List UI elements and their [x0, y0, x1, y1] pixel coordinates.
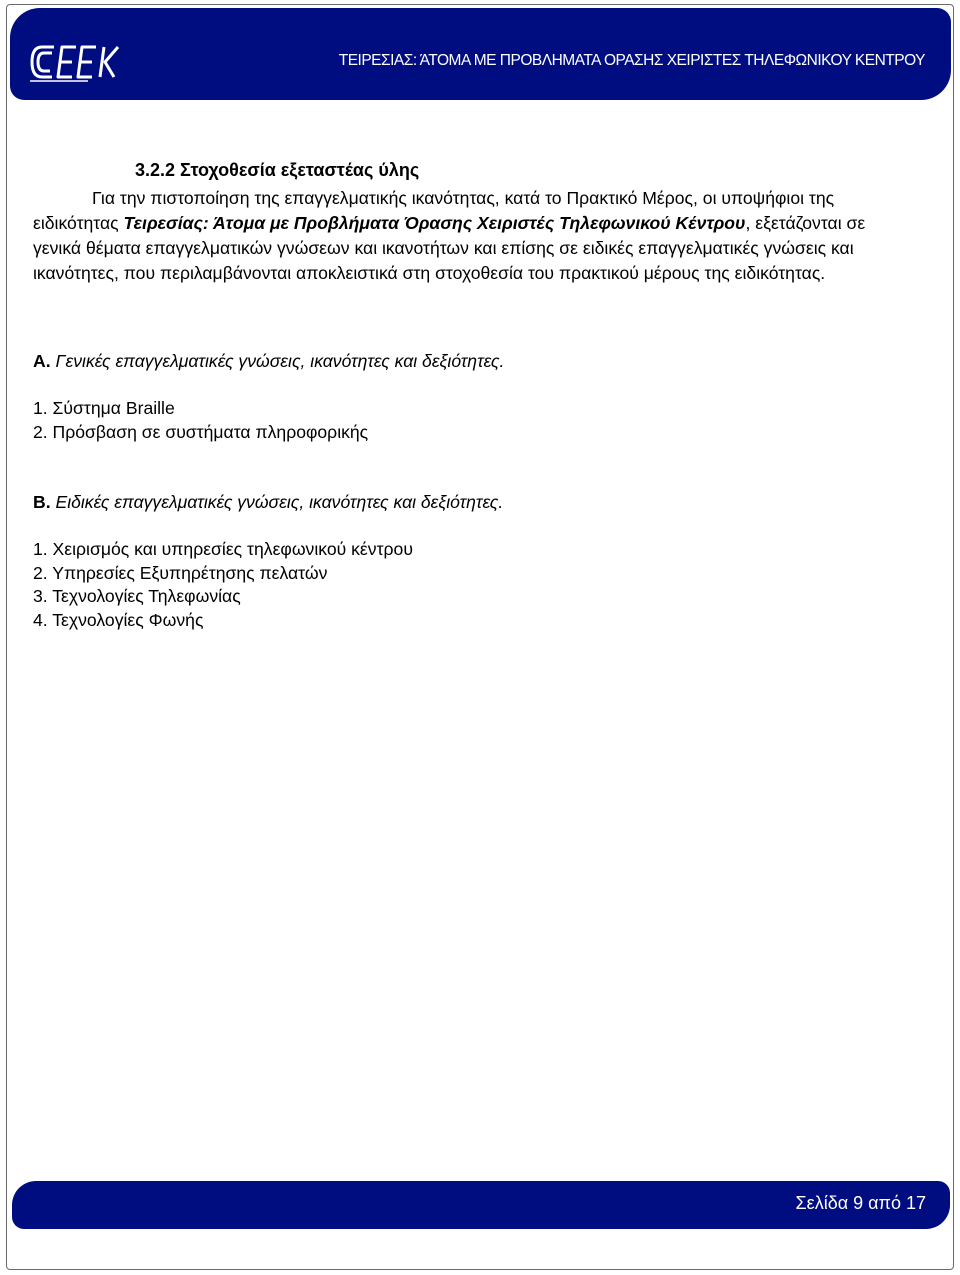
header-title: ΤΕΙΡΕΣΙΑΣ: ΆΤΟΜΑ ΜΕ ΠΡΟΒΛΗΜΑΤΑ ΟΡΑΣΗΣ ΧΕΙΡΙΣΤΕΣ ΤΗΛΕΦΩΝΙΚΟΥ ΚΕΝΤΡΟΥ [338, 52, 925, 69]
document-body [33, 158, 913, 632]
list-item: 1. Χειρισμός και υπηρεσίες τηλεφωνικού κέντρου [33, 539, 413, 559]
intro-text-part1: Για την πιστοποίηση της επαγγελματικής ικανότητας, κατά το Πρακτικό Μέρος, οι υποψήφιοι της ειδικότητας [33, 188, 835, 233]
group-b-letter: Β. [33, 492, 51, 512]
group-a-heading [33, 349, 913, 374]
list-item: 1. Σύστημα Braille [33, 398, 175, 418]
footer-bar [12, 1181, 950, 1229]
header-bar [10, 8, 951, 100]
list-item: 2. Υπηρεσίες Εξυπηρέτησης πελατών [33, 562, 328, 583]
group-a-title: Γενικές επαγγελματικές γνώσεις, ικανότητες και δεξιότητες. [50, 351, 505, 371]
list-item: 4. Τεχνολογίες Φωνής [33, 609, 204, 630]
group-a-letter: Α. [33, 351, 51, 371]
list-item: 2. Πρόσβαση σε συστήματα πληροφορικής [33, 421, 369, 442]
section-title: 3.2.2 Στοχοθεσία εξεταστέας ύλης [135, 160, 420, 180]
group-b-title: Ειδικές επαγγελματικές γνώσεις, ικανότητες και δεξιότητες. [50, 492, 504, 512]
list-item: 3. Τεχνολογίες Τηλεφωνίας [33, 586, 241, 606]
ceek-logo [28, 41, 122, 83]
page-number: Σελίδα 9 από 17 [795, 1193, 926, 1213]
intro-text-part2: , εξετάζονται σε γενικά θέματα επαγγελματικών γνώσεων και ικανοτήτων και επίσης σε ειδικές επαγγελματικές γνώσεις και ικανότητες, που περιλαμβάνονται αποκλειστικά στη στοχοθεσία του πρακτικού μέρους της ειδικότητας. [33, 213, 866, 283]
group-b-heading [33, 490, 913, 515]
group-b-list [33, 538, 913, 632]
group-a-list [33, 397, 913, 444]
intro-paragraph [33, 186, 913, 286]
specialty-name: Τειρεσίας: Άτομα με Προβλήματα Όρασης Χειριστές Τηλεφωνικού Κέντρου [123, 213, 746, 233]
